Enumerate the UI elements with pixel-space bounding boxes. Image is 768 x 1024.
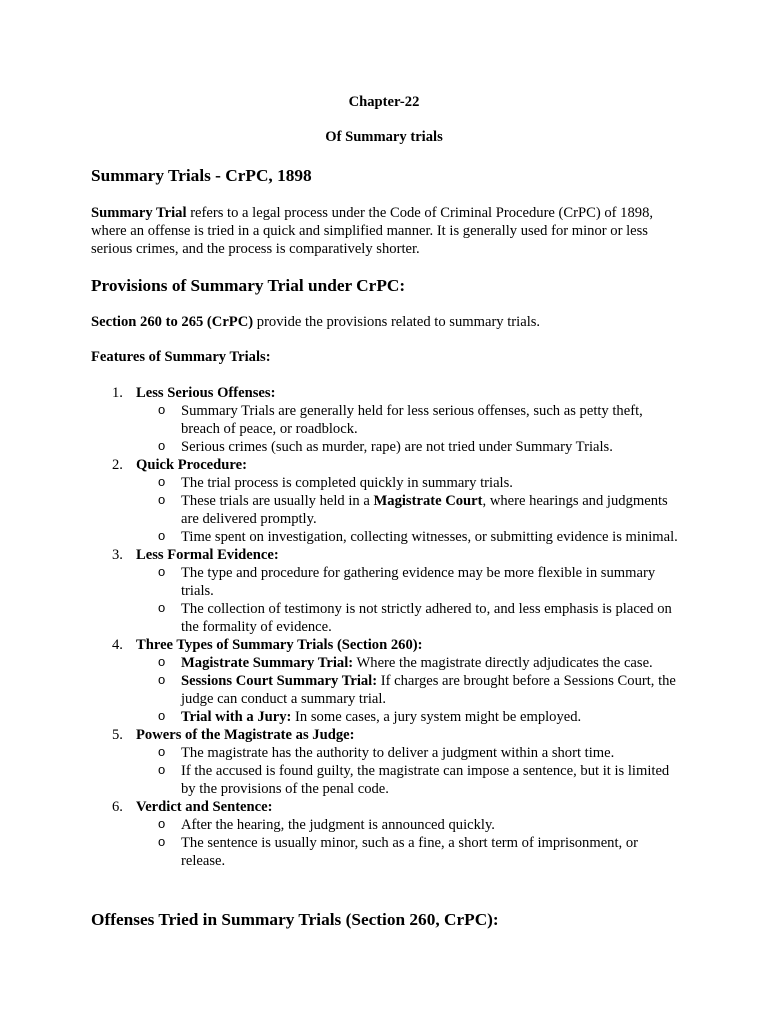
feature-item (91, 546, 681, 636)
bullet-marker: o (158, 600, 166, 615)
feature-bullet (158, 402, 681, 438)
bullet-text: Where the magistrate directly adjudicates the case. (353, 655, 653, 671)
bullet-marker: o (158, 474, 166, 489)
bullet-emphasis: Magistrate Summary Trial: (181, 655, 354, 671)
feature-bullet (158, 528, 681, 546)
feature-bullet (158, 600, 681, 636)
feature-bullet (158, 492, 681, 528)
bullet-text: Time spent on investigation, collecting witnesses, or submitting evidence is minimal. (181, 529, 678, 545)
intro-term: Summary Trial (91, 205, 187, 221)
bullet-marker: o (158, 708, 166, 723)
feature-bullet (158, 672, 681, 708)
bullet-text: Summary Trials are generally held for less serious offenses, such as petty theft, breach of peace, or roadblock. (181, 403, 643, 437)
bullet-marker: o (158, 762, 166, 777)
bullet-marker: o (158, 744, 166, 759)
feature-title: Powers of the Magistrate as Judge: (136, 727, 355, 743)
bullet-text: The collection of testimony is not strictly adhered to, and less emphasis is placed on the formality of evidence. (181, 601, 672, 635)
features-list (91, 384, 681, 870)
feature-bullet (158, 816, 681, 834)
bullet-text: After the hearing, the judgment is announced quickly. (181, 817, 495, 833)
feature-bullet (158, 474, 681, 492)
intro-text: refers to a legal process under the Code of Criminal Procedure (CrPC) of 1898, where an offense is tried in a quick and simplified manner. It is generally used for minor or less serious crimes, and the process is comparatively shorter. (91, 205, 654, 257)
bullet-text: , where hearings and judgments are delivered promptly. (181, 493, 668, 527)
feature-title: Quick Procedure: (136, 457, 247, 473)
bullet-marker: o (158, 528, 166, 543)
feature-number: 6. (112, 799, 123, 815)
feature-item (91, 456, 681, 546)
provisions-paragraph (91, 313, 681, 331)
bullet-emphasis: Magistrate Court (373, 493, 483, 509)
feature-number: 3. (112, 547, 123, 563)
bullet-text: In some cases, a jury system might be employed. (291, 709, 582, 725)
feature-title: Less Formal Evidence: (136, 547, 279, 563)
feature-title: Verdict and Sentence: (136, 799, 273, 815)
feature-item (91, 636, 681, 726)
feature-bullet (158, 654, 681, 672)
feature-bullet (158, 564, 681, 600)
bullet-text: The trial process is completed quickly in summary trials. (181, 475, 513, 491)
bullet-emphasis: Trial with a Jury: (181, 709, 292, 725)
feature-item (91, 726, 681, 798)
bullet-marker: o (158, 492, 166, 507)
feature-bullet (158, 708, 681, 726)
bullet-text: The type and procedure for gathering evidence may be more flexible in summary trials. (181, 565, 656, 599)
feature-bullet (158, 438, 681, 456)
feature-item (91, 798, 681, 870)
bullet-marker: o (158, 672, 166, 687)
bullet-emphasis: Sessions Court Summary Trial: (181, 673, 378, 689)
bullet-text: These trials are usually held in a (181, 493, 374, 509)
feature-number: 2. (112, 457, 123, 473)
bullet-text: If charges are brought before a Sessions Court, the judge can conduct a summary trial. (181, 673, 676, 707)
bullet-marker: o (158, 834, 166, 849)
bullet-text: The sentence is usually minor, such as a fine, a short term of imprisonment, or release. (181, 835, 638, 869)
feature-item (91, 384, 681, 456)
chapter-title: Of Summary trials (325, 129, 443, 145)
bullet-marker: o (158, 564, 166, 579)
bullet-text: The magistrate has the authority to deliver a judgment within a short time. (181, 745, 615, 761)
bullet-marker: o (158, 438, 166, 453)
intro-paragraph (91, 204, 681, 258)
feature-title: Less Serious Offenses: (136, 385, 276, 401)
provisions-section-ref: Section 260 to 265 (CrPC) (91, 314, 254, 330)
feature-number: 1. (112, 385, 123, 401)
bullet-marker: o (158, 654, 166, 669)
bullet-marker: o (158, 402, 166, 417)
features-heading: Features of Summary Trials: (91, 349, 271, 365)
chapter-number: Chapter-22 (348, 94, 420, 110)
bullet-text: Serious crimes (such as murder, rape) are not tried under Summary Trials. (181, 439, 613, 455)
provisions-text: provide the provisions related to summary trials. (253, 314, 541, 330)
bullet-marker: o (158, 816, 166, 831)
feature-title: Three Types of Summary Trials (Section 260): (136, 637, 423, 653)
heading-offenses: Offenses Tried in Summary Trials (Section 260, CrPC): (91, 910, 499, 929)
heading-provisions: Provisions of Summary Trial under CrPC: (91, 276, 406, 295)
bullet-text: If the accused is found guilty, the magistrate can impose a sentence, but it is limited by the provisions of the penal code. (181, 763, 670, 797)
heading-summary-trials: Summary Trials - CrPC, 1898 (91, 166, 312, 185)
feature-number: 4. (112, 637, 123, 653)
feature-bullet (158, 744, 681, 762)
feature-number: 5. (112, 727, 123, 743)
feature-bullet (158, 834, 681, 870)
feature-bullet (158, 762, 681, 798)
